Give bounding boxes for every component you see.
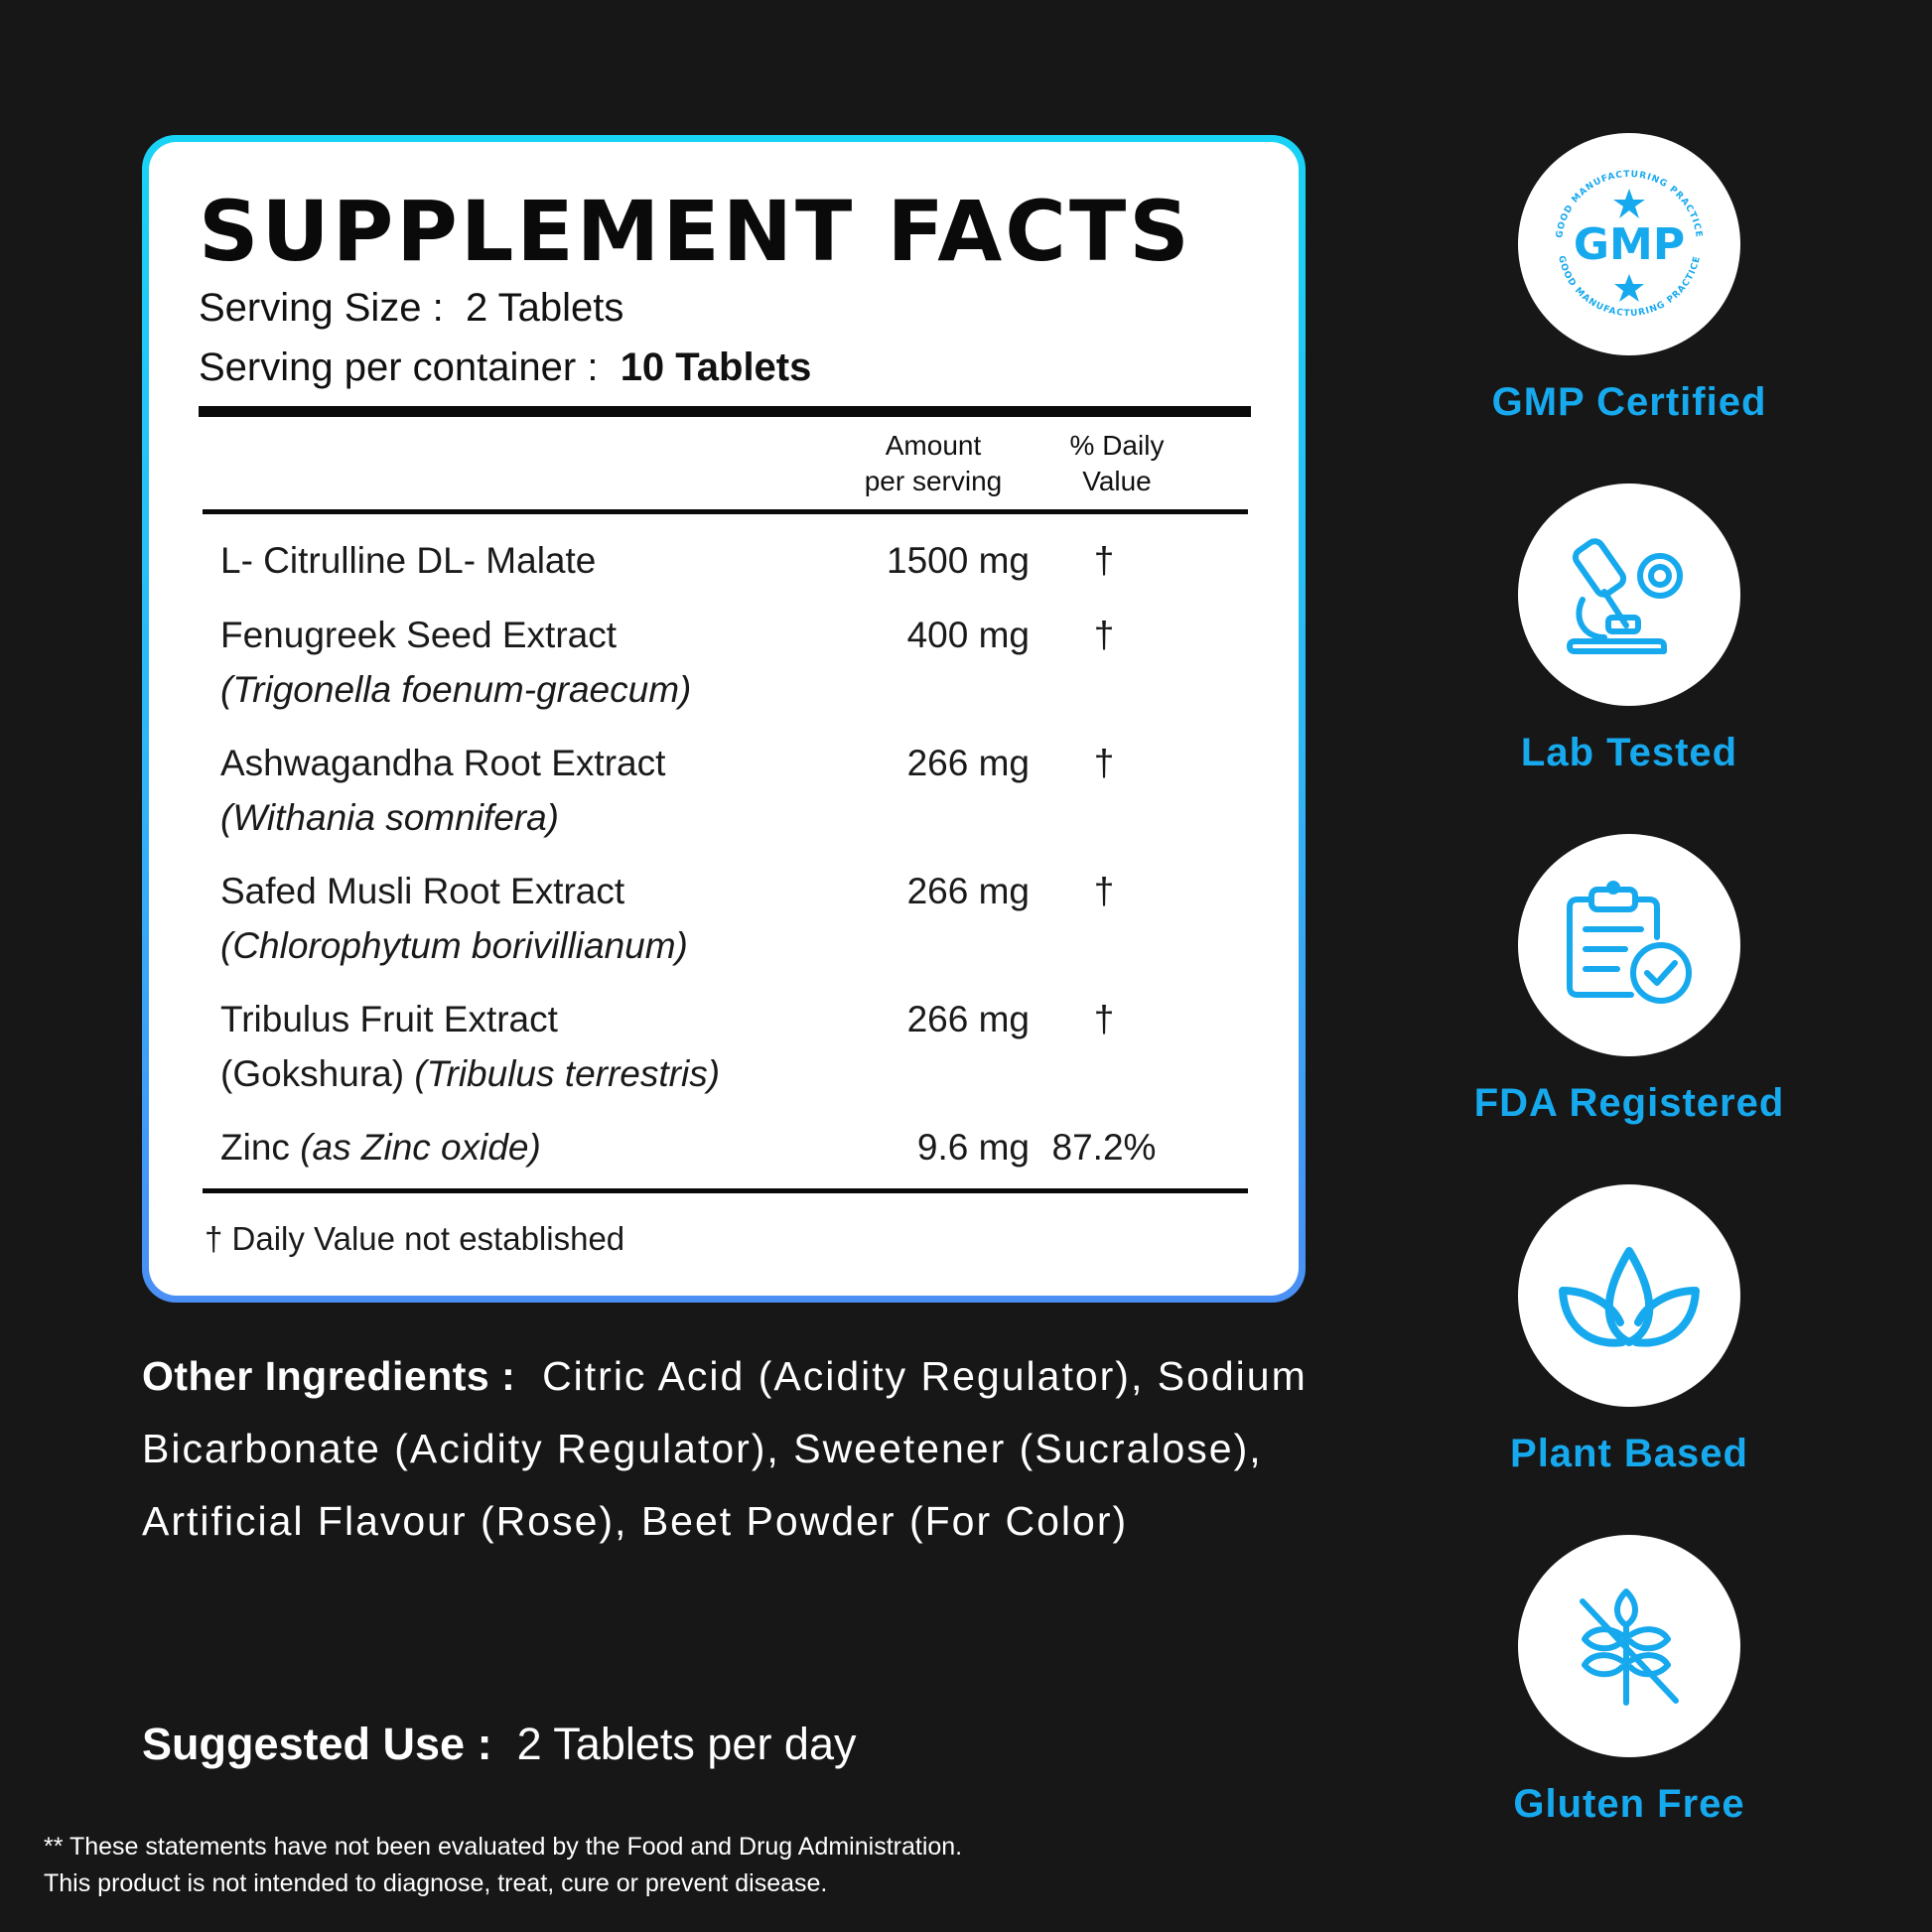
ingredient-common-name: (Gokshura): [220, 1053, 405, 1094]
ingredient-daily-value: †: [1093, 999, 1115, 1039]
ingredient-name: L- Citrulline DL- Malate: [220, 540, 597, 581]
badge-lab-tested: [1467, 483, 1791, 785]
ingredient-name: Tribulus Fruit Extract: [220, 999, 558, 1039]
ingredient-row: [220, 608, 1213, 717]
ingredient-amount: 9.6 mg: [916, 1127, 1030, 1168]
ingredient-amount: 1500 mg: [887, 540, 1030, 581]
badge-label: Gluten Free: [1513, 1782, 1745, 1826]
serving-per-label: Serving per container :: [199, 345, 599, 389]
disclaimer-line-1: ** These statements have not been evaluated by the Food and Drug Administration.: [44, 1833, 963, 1861]
ingredient-name: Ashwagandha Root Extract: [220, 743, 666, 783]
supplement-facts-frame: [142, 135, 1306, 1303]
ingredient-latin-name: (Withania somnifera): [220, 797, 560, 838]
suggested-use: [142, 1718, 857, 1771]
other-ingredients-text: Citric Acid (Acidity Regulator), Sodium Bicarbonate (Acidity Regulator), Sweetener (Sucralose), Artificial Flavour (Rose), Beet Powder (For Color): [142, 1353, 1308, 1544]
ingredient-daily-value: †: [1093, 540, 1115, 581]
ingredient-amount: 400 mg: [906, 615, 1030, 655]
divider-thick: [199, 406, 1251, 417]
ingredient-daily-value: 87.2%: [1051, 1127, 1157, 1168]
serving-size-value: 2 Tablets: [466, 286, 624, 330]
badge-label: Plant Based: [1510, 1432, 1748, 1475]
suggested-use-label: Suggested Use :: [142, 1719, 492, 1769]
ingredient-latin-name: (Chlorophytum borivillianum): [220, 925, 688, 966]
fda-disclaimer: [44, 1829, 962, 1902]
ingredient-amount: 266 mg: [906, 871, 1030, 911]
gmp-ring-text-bottom: GOOD MANUFACTURING PRACTICE: [1556, 254, 1703, 320]
gmp-ring-text-top: GOOD MANUFACTURING PRACTICE: [1555, 169, 1704, 239]
gmp-seal-icon: [1518, 133, 1740, 355]
serving-size-label: Serving Size :: [199, 286, 444, 330]
ingredient-amount: 266 mg: [906, 743, 1030, 783]
column-header-amount-line2: per serving: [864, 466, 1003, 496]
disclaimer-line-2: This product is not intended to diagnose, treat, cure or prevent disease.: [44, 1869, 828, 1897]
ingredient-row: [220, 864, 1213, 973]
column-header-dv-line1: % Daily: [1069, 430, 1165, 461]
other-ingredients: [142, 1340, 1323, 1558]
ingredient-name: Zinc: [220, 1127, 290, 1168]
ingredient-name: Fenugreek Seed Extract: [220, 615, 617, 655]
ingredient-amount: 266 mg: [906, 999, 1030, 1039]
leaf-icon: [1518, 1184, 1740, 1407]
badge-gmp-certified: [1467, 133, 1791, 435]
badge-label: GMP Certified: [1491, 380, 1767, 424]
column-header-daily-value: [1042, 428, 1191, 499]
column-header-amount: [844, 428, 1023, 499]
column-header-dv-line2: Value: [1082, 466, 1152, 496]
ingredient-latin-name: (Trigonella foenum-graecum): [220, 669, 692, 710]
servings-per-container: [199, 347, 811, 387]
badge-gluten-free: [1467, 1535, 1791, 1837]
column-header-amount-line1: Amount: [885, 430, 982, 461]
gmp-seal-center-text: GMP: [1573, 219, 1686, 270]
wheat-crossed-icon: [1518, 1535, 1740, 1757]
ingredient-row: [220, 992, 1213, 1101]
serving-per-value: 10 Tablets: [620, 345, 812, 389]
serving-size: [199, 288, 623, 328]
daily-value-footnote: † Daily Value not established: [205, 1220, 625, 1257]
suggested-use-text: 2 Tablets per day: [516, 1719, 857, 1769]
ingredient-row: [220, 533, 1213, 588]
badge-label: Lab Tested: [1520, 731, 1738, 774]
ingredient-daily-value: †: [1093, 743, 1115, 783]
divider-bottom: [203, 1188, 1248, 1193]
ingredient-row: [220, 1120, 1213, 1174]
microscope-icon: [1518, 483, 1740, 706]
clipboard-check-icon: [1518, 834, 1740, 1056]
badge-plant-based: [1467, 1184, 1791, 1486]
ingredient-daily-value: †: [1093, 871, 1115, 911]
supplement-facts-panel: [149, 142, 1299, 1296]
divider-header: [203, 509, 1248, 514]
ingredient-daily-value: †: [1093, 615, 1115, 655]
other-ingredients-label: Other Ingredients :: [142, 1353, 516, 1399]
badge-label: FDA Registered: [1473, 1081, 1785, 1125]
ingredient-name: Safed Musli Root Extract: [220, 871, 625, 911]
ingredient-latin-name: (as Zinc oxide): [300, 1127, 541, 1168]
badge-fda-registered: [1467, 834, 1791, 1136]
ingredient-row: [220, 736, 1213, 845]
facts-title: SUPPLEMENT FACTS: [199, 183, 1192, 280]
ingredient-latin-name: (Tribulus terrestris): [414, 1053, 721, 1094]
